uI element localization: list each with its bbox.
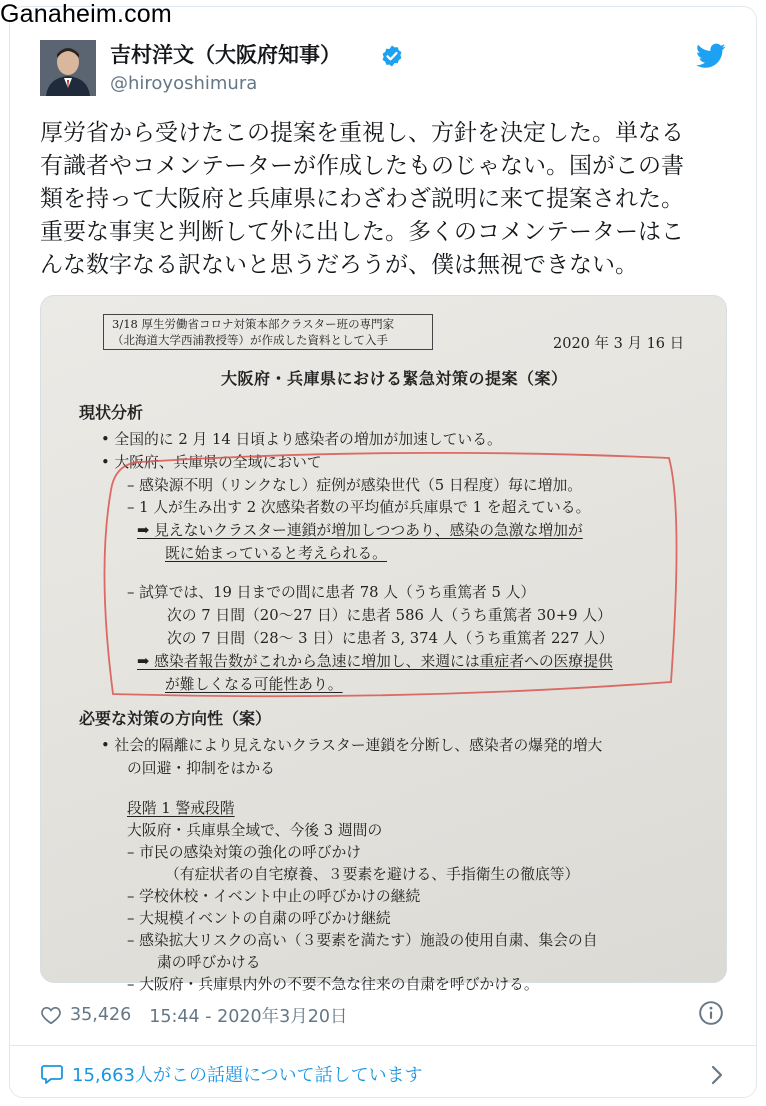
document-line: 次の 7 日間（20～27 日）に患者 586 人（うち重篤者 30+9 人） xyxy=(167,607,612,624)
avatar-image xyxy=(40,40,96,96)
document-line: – 感染源不明（リンクなし）症例が感染世代（5 日程度）毎に増加。 xyxy=(127,477,583,494)
twitter-bird-icon[interactable] xyxy=(696,43,726,69)
tweet-line: 有識者やコメンテーターが作成したものじゃない。国がこの書 xyxy=(40,153,684,179)
document-source-line: 3/18 厚生労働省コロナ対策本部クラスター班の専門家 xyxy=(112,317,395,331)
conversation-count-text[interactable]: 15,663人がこの話題について話しています xyxy=(72,1065,423,1086)
document-line: – 感染拡大リスクの高い（３要素を満たす）施設の使用自粛、集会の自 xyxy=(127,932,598,949)
attached-photo[interactable] xyxy=(40,295,727,993)
document-section-heading: 必要な対策の方向性（案） xyxy=(79,709,272,728)
document-line: ➡ 感染者報告数がこれから急速に増加し、来週には重症者への医療提供 xyxy=(137,653,613,670)
document-line: 段階 1 警戒段階 xyxy=(127,800,235,817)
tweet-card xyxy=(9,6,757,1098)
document-date: 2020 年 3 月 16 日 xyxy=(553,336,685,352)
tweet-meta xyxy=(40,1001,348,1029)
tweet-line: 重要な事実と判断して外に出した。多くのコメンテーターはこ xyxy=(40,219,684,245)
document-line: 粛の呼びかける xyxy=(157,954,261,971)
document-line: – 市民の感染対策の強化の呼びかけ xyxy=(127,844,362,861)
document-line: ➡ 見えないクラスター連鎖が増加しつつあり、感染の急激な増加が xyxy=(137,522,583,539)
document-section-heading: 現状分析 xyxy=(79,403,144,422)
document-line: • 社会的隔離により見えないクラスター連鎖を分断し、感染者の爆発的増大 xyxy=(101,737,603,754)
document-line: （有症状者の自宅療養、３要素を避ける、手指衛生の徹底等） xyxy=(165,866,580,883)
document-line: – 試算では、19 日までの間に患者 78 人（うち重篤者 5 人） xyxy=(127,584,536,601)
tweet-text xyxy=(40,117,730,282)
document-source-line: （北海道大学西浦教授等）が作成した資料として入手 xyxy=(112,333,388,347)
document-line: – 大規模イベントの自粛の呼びかけ継続 xyxy=(127,910,391,927)
tweet-line: 類を持って大阪府と兵庫県にわざわざ説明に来て提案された。 xyxy=(40,186,684,212)
verified-badge-icon xyxy=(380,44,404,68)
document-line: – 大阪府・兵庫県内外の不要不急な往来の自粛を呼びかける。 xyxy=(127,976,539,993)
divider xyxy=(10,1045,756,1046)
document-source-box xyxy=(103,314,433,350)
tweet-line: んな数字なる訳ないと思うだろうが、僕は無視できない。 xyxy=(40,252,638,278)
document-title: 大阪府・兵庫県における緊急対策の提案（案） xyxy=(221,369,568,388)
tweet-timestamp[interactable]: 15:44 - 2020年3月20日 xyxy=(149,1006,348,1027)
document-line: の回避・抑制をはかる xyxy=(127,760,275,777)
heart-icon[interactable] xyxy=(40,1004,62,1026)
document-line: 既に始まっていると考えられる。 xyxy=(165,545,387,562)
user-display-name[interactable]: 吉村洋文（大阪府知事） xyxy=(110,43,341,67)
like-count[interactable]: 35,426 xyxy=(70,1005,132,1025)
document-line: 大阪府・兵庫県全域で、今後 3 週間の xyxy=(127,822,383,839)
chevron-right-icon[interactable] xyxy=(708,1063,726,1087)
red-pen-circle xyxy=(99,450,679,700)
user-handle[interactable]: @hiroyoshimura xyxy=(110,73,258,94)
info-icon[interactable] xyxy=(698,1000,724,1026)
avatar[interactable] xyxy=(40,40,96,96)
document-line: • 大阪府、兵庫県の全域において xyxy=(101,454,322,471)
document-image xyxy=(41,296,726,993)
tweet-line: 厚労省から受けたこの提案を重視し、方針を決定した。単なる xyxy=(40,120,684,146)
watermark: Ganaheim.com xyxy=(0,0,172,28)
document-line: 次の 7 日間（28～ 3 日）に患者 3, 374 人（うち重篤者 227 人） xyxy=(167,630,614,647)
conversation-link[interactable] xyxy=(40,1059,423,1089)
speech-bubble-icon xyxy=(40,1062,64,1086)
document-line: • 全国的に 2 月 14 日頃より感染者の増加が加速している。 xyxy=(101,431,502,448)
document-line: が難しくなる可能性あり。 xyxy=(165,676,343,693)
document-line: – 1 人が生み出す 2 次感染者数の平均値が兵庫県で 1 を超えている。 xyxy=(127,499,591,516)
document-line: – 学校休校・イベント中止の呼びかけの継続 xyxy=(127,888,421,905)
